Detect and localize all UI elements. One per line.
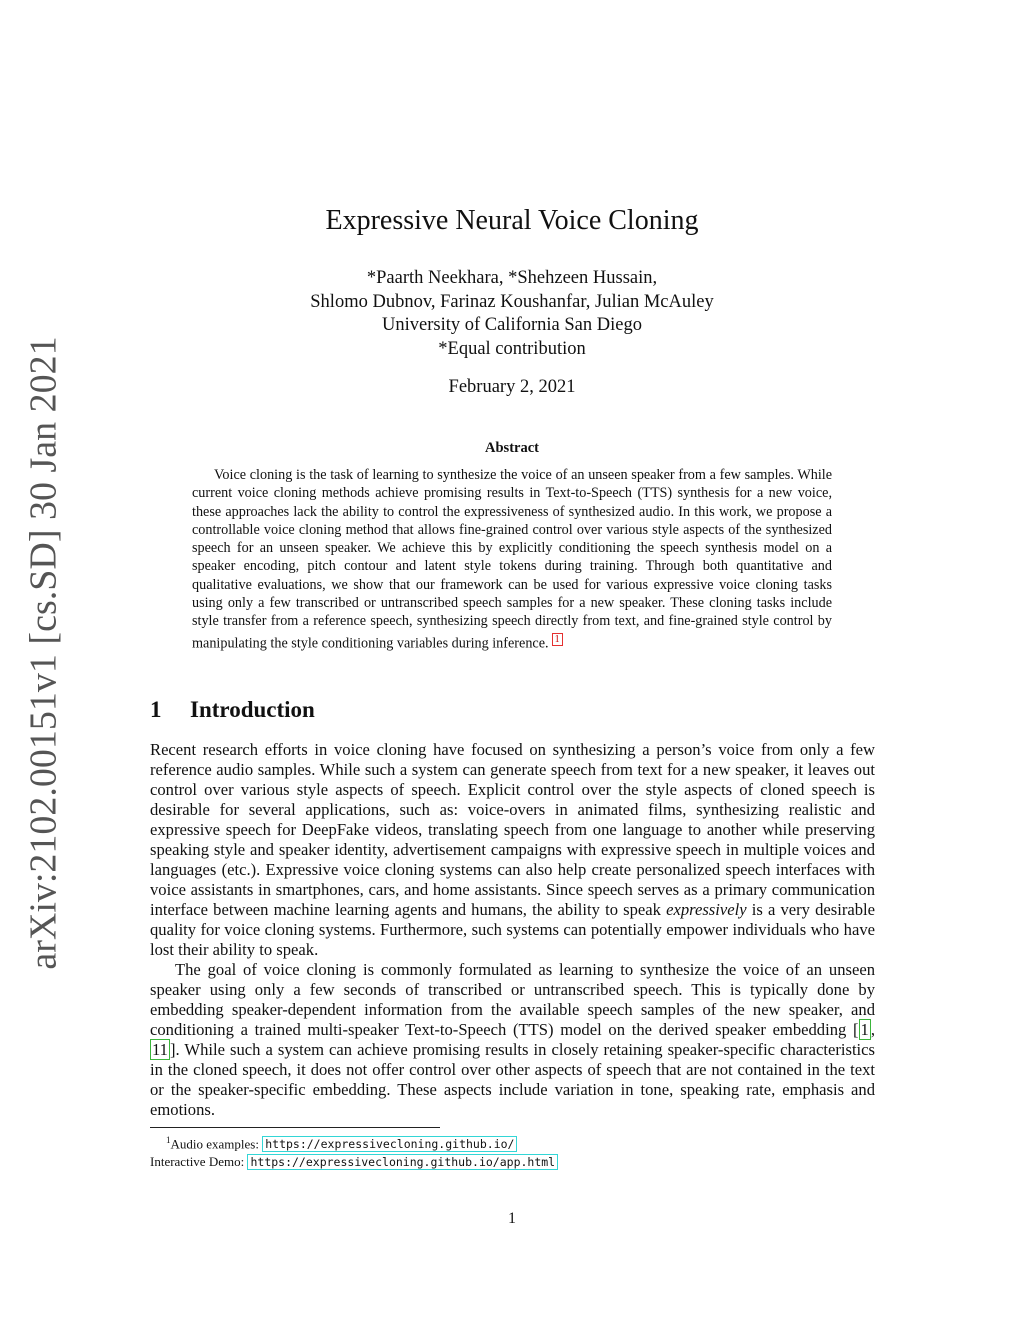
abstract-body <box>192 466 832 653</box>
paper-date: February 2, 2021 <box>448 377 576 397</box>
footnote-link[interactable]: 1 <box>552 633 563 646</box>
abstract-text: Voice cloning is the task of learning to synthesize the voice of an unseen speaker from a few samples. While current voice cloning methods achieve promising results in Text-to-Speech (TTS) synthesis for a new voice, these approaches lack the ability to control the expressiveness of synthesized audio. In this work, we propose a controllable voice cloning method that allows fine-grained control over various style aspects of the synthesized speech for an unseen speaker. We achieve this by explicitly conditioning the speech synthesis model on a speaker encoding, pitch contour and latent style tokens during training. Through both quantitative and qualitative evaluations, we show that our framework can be used for various expressive voice cloning tasks using only a few transcribed or untranscribed speech samples for a new speaker. These cloning tasks include style transfer from a reference speech, synthesizing speech directly from text, and fine-grained style control by manipulating the style conditioning variables during inference. <box>192 467 832 652</box>
paragraph-1-text-b: is a very desirable quality for voice cloning systems. Furthermore, such systems can potentially empower individuals who have lost their ability to speak. <box>150 900 876 959</box>
section-number: 1 <box>150 697 162 722</box>
section-heading-introduction <box>150 697 315 723</box>
citation-link-1[interactable]: 1 <box>860 1020 869 1039</box>
footnote-line-2 <box>150 1153 875 1171</box>
citation-separator: , <box>870 1020 875 1039</box>
citation-close-bracket: ] <box>169 1040 176 1059</box>
footnote-label-demo: Interactive Demo: <box>150 1154 248 1170</box>
audio-examples-link[interactable]: https://expressivecloning.github.io/ <box>262 1136 517 1152</box>
author-line-1: *Paarth Neekhara, *Shehzeen Hussain, <box>366 268 658 288</box>
abstract-heading: Abstract <box>485 440 539 456</box>
arxiv-identifier-text: arXiv:2102.00151v1 [cs.SD] 30 Jan 2021 <box>23 335 65 970</box>
paragraph-2 <box>150 960 875 1120</box>
citation-link-11[interactable]: 11 <box>152 1040 168 1059</box>
introduction-body <box>150 740 875 1120</box>
emphasis-expressively: expressively <box>666 900 747 919</box>
footnote-label-audio: Audio examples: <box>170 1136 263 1152</box>
author-block <box>0 267 1024 361</box>
equal-contribution-note: *Equal contribution <box>438 338 586 359</box>
page-number: 1 <box>508 1210 516 1227</box>
paragraph-2-text-a: The goal of voice cloning is commonly formulated as learning to synthesize the voice of an unseen speaker using only a few seconds of transcribed or untranscribed speech. This is typically done by embedding speaker-dependent information from the available speech samples of the new speaker, and conditioning a trained multi-speaker Text-to-Speech (TTS) model on the derived speaker embedding <box>150 960 875 1039</box>
footnote-divider <box>150 1127 440 1128</box>
footnote-marker: 1 <box>166 1135 171 1145</box>
author-line-2: Shlomo Dubnov, Farinaz Koushanfar, Julian McAuley <box>310 291 714 312</box>
paragraph-1-text-a: Recent research efforts in voice cloning have focused on synthesizing a person’s voice from only a few reference audio samples. While such a system can generate speech from text for a new speaker, it leaves out control over various style aspects of speech. Explicit control over the style aspects of cloned speech is desirable for several applications, such as: voice-overs in animated films, synthesizing realistic and expressive speech for DeepFake videos, translating speech from one language to another while preserving speaking style and speaker identity, advertisement campaigns with expressive speech in multiple voices and languages (etc.). Expressive voice cloning systems can also help create personalized speech interfaces with voice assistants in smartphones, cars, and home assistants. Since speech serves as a primary communication interface between machine learning agents and humans, the ability to speak <box>150 740 875 919</box>
section-title: Introduction <box>190 697 315 722</box>
paragraph-2-text-b: . While such a system can achieve promising results in closely retaining speaker-specific characteristics in the cloned speech, it does not offer control over other aspects of speech that are not contained in the text or the speaker-specific embedding. These aspects include variation in tone, speaking rate, emphasis and emotions. <box>150 1040 875 1119</box>
paper-title: Expressive Neural Voice Cloning <box>325 205 699 236</box>
paragraph-1 <box>150 740 875 960</box>
interactive-demo-link[interactable]: https://expressivecloning.github.io/app.html <box>247 1154 558 1170</box>
citation-open-bracket: [ <box>853 1020 859 1039</box>
footnote-line-1 <box>150 1131 875 1153</box>
footnotes <box>150 1131 875 1171</box>
affiliation: University of California San Diego <box>382 315 642 335</box>
